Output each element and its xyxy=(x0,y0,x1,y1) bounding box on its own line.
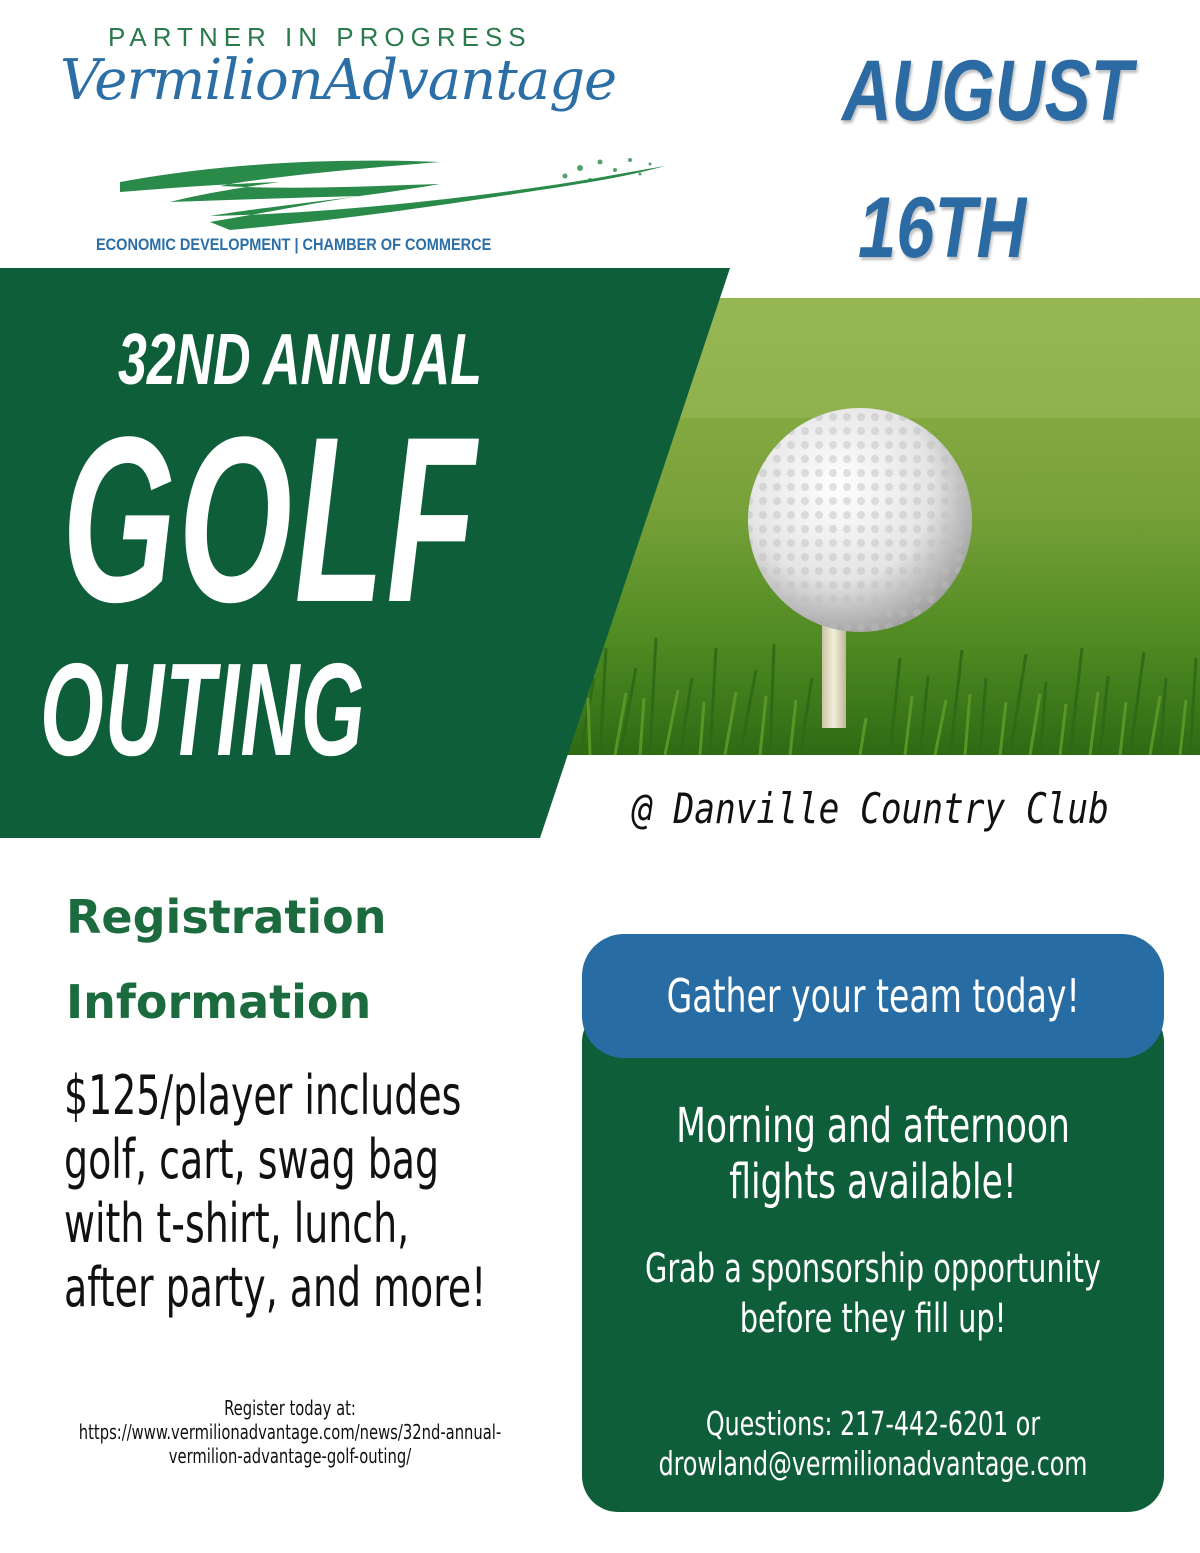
sponsorship-info xyxy=(582,1244,1164,1344)
event-date-day: 16TH xyxy=(858,180,1027,276)
event-edition: 32ND ANNUAL xyxy=(118,320,482,400)
registration-details-line: with t-shirt, lunch, xyxy=(64,1192,410,1255)
registration-details xyxy=(64,1064,485,1320)
flights-info-line: Morning and afternoon xyxy=(676,1098,1070,1154)
logo-swoosh xyxy=(110,140,670,235)
event-title-golf: GOLF xyxy=(62,388,479,652)
event-date-month: AUGUST xyxy=(842,43,1133,139)
registration-details-line: $125/player includes xyxy=(64,1064,462,1127)
registration-link-block xyxy=(0,1396,580,1468)
registration-details-line: after party, and more! xyxy=(64,1256,487,1319)
sponsorship-info-line: Grab a sponsorship opportunity xyxy=(645,1246,1101,1292)
flights-info xyxy=(582,1098,1164,1210)
registration-details-line: golf, cart, swag bag xyxy=(64,1128,440,1191)
logo-subtitle: ECONOMIC DEVELOPMENT | CHAMBER OF COMMERCE xyxy=(96,236,492,254)
logo-brand: VermilionAdvantage xyxy=(60,48,617,113)
info-card-header-text: Gather your team today! xyxy=(666,969,1080,1023)
register-label: Register today at: xyxy=(224,1396,356,1420)
flights-info-line: flights available! xyxy=(729,1154,1017,1210)
registration-heading-line1: Registration xyxy=(66,890,387,944)
event-venue: @ Danville Country Club xyxy=(632,784,1109,833)
info-card-header xyxy=(582,934,1164,1058)
contact-email[interactable]: drowland@vermilionadvantage.com xyxy=(658,1444,1088,1483)
contact-info xyxy=(582,1404,1164,1484)
register-url-line1[interactable]: https://www.vermilionadvantage.com/news/32nd-annual- xyxy=(78,1420,502,1444)
contact-phone: Questions: 217-442-6201 or xyxy=(705,1404,1041,1443)
logo-tagline: PARTNER IN PROGRESS xyxy=(108,22,532,52)
registration-heading-line2: Information xyxy=(66,975,372,1029)
event-title-outing: OUTING xyxy=(40,636,366,783)
register-url-line2[interactable]: vermilion-advantage-golf-outing/ xyxy=(168,1444,412,1468)
sponsorship-info-line: before they fill up! xyxy=(739,1296,1007,1342)
